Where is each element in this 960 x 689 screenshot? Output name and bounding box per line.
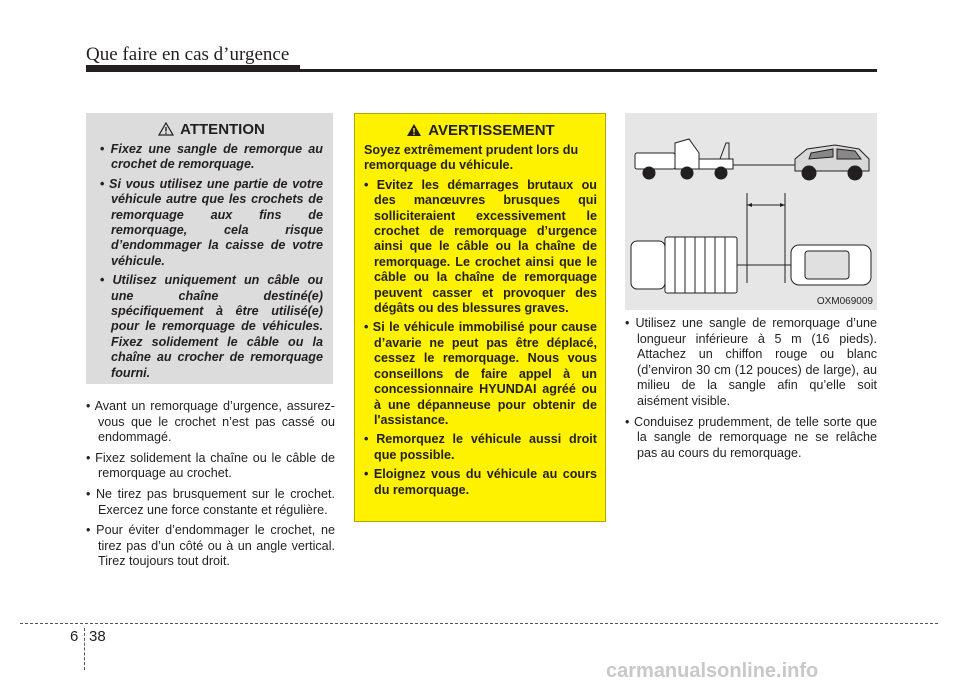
- warning-title-text: AVERTISSEMENT: [428, 122, 555, 139]
- list-item: • Pour éviter d’endommager le crochet, ne tirez pas d’un côté ou à un angle vertical. Tirez toujours tout droit.: [86, 523, 335, 570]
- header-rule: [86, 69, 877, 72]
- footer-divider: [84, 628, 85, 670]
- tow-truck-side: [635, 139, 733, 179]
- page-header-title: Que faire en cas d’urgence: [86, 44, 290, 65]
- page-number: 38: [89, 628, 106, 645]
- tow-truck-top: [631, 237, 737, 293]
- suv-side: [795, 145, 869, 180]
- attention-title-text: ATTENTION: [180, 121, 265, 138]
- chapter-number: 6: [70, 628, 79, 645]
- towing-diagram: [625, 113, 877, 310]
- warning-title: [364, 122, 597, 139]
- towing-illustration: [625, 113, 877, 310]
- warning-intro: Soyez extrêmement prudent lors du remorquage du véhicule.: [364, 143, 579, 173]
- attention-item: • Fixez une sangle de remorque au crochet de remorquage.: [100, 142, 323, 173]
- warning-triangle-icon: [158, 122, 174, 136]
- list-item: • Conduisez prudemment, de telle sorte que la sangle de remorquage ne se relâche pas au cours du remorquage.: [625, 415, 877, 462]
- warning-item: • Evitez les démarrages brutaux ou des manœuvres brusques qui solliciteraient excessivement le crochet de remorquage d’urgence ainsi que le câble ou la chaîne de remorquage. Le crochet ainsi que le câble ou la chaîne de remorquage peuvent casser et provoquer des dégâts ou des blessures graves.: [364, 178, 597, 317]
- warning-item: • Si le véhicule immobilisé pour cause d’avarie ne peut pas être déplacé, cessez le remorquage. Nous vous conseillons de faire appel à un concessionnaire HYUNDAI agréé ou à une dépanneuse pour obtenir de l'assistance.: [364, 320, 597, 428]
- column1-list: [86, 399, 335, 575]
- warning-item: • Remorquez le véhicule aussi droit que possible.: [364, 432, 597, 463]
- list-item: • Fixez solidement la chaîne ou le câble de remorquage au crochet.: [86, 451, 335, 482]
- list-item: • Avant un remorquage d’urgence, assurez-vous que le crochet n’est pas cassé ou endommagé.: [86, 399, 335, 446]
- figure-caption: OXM069009: [816, 296, 873, 307]
- warning-box: [354, 113, 606, 522]
- watermark: carmanualsonline.info: [606, 660, 819, 682]
- list-item: • Ne tirez pas brusquement sur le crochet. Exercez une force constante et régulière.: [86, 487, 335, 518]
- attention-item: • Si vous utilisez une partie de votre véhicule autre que les crochets de remorquage aux fins de remorquage, cela risque d’endommager la caisse de votre véhicule.: [100, 177, 323, 269]
- list-item: • Utilisez une sangle de remorquage d’une longueur inférieure à 5 m (16 pieds). Attachez un chiffon rouge ou blanc (d’environ 30 cm (12 pouces) de large), au milieu de la sangle afin qu’elle soit aisément visible.: [625, 316, 877, 410]
- column3-list: [625, 316, 877, 466]
- suv-top: [791, 245, 871, 285]
- warning-triangle-icon: [406, 123, 422, 137]
- attention-box: [86, 113, 333, 384]
- attention-title: [100, 121, 323, 138]
- warning-item: • Eloignez vous du véhicule au cours du remorquage.: [364, 467, 597, 498]
- attention-list: [100, 142, 323, 381]
- warning-list: [364, 178, 597, 498]
- footer-rule: [20, 623, 938, 624]
- attention-item: • Utilisez uniquement un câble ou une chaîne destiné(e) spécifiquement à être utilisé(e) pour le remorquage de véhicules. Fixez solidement le câble ou la chaîne au crocher de remorquage fourni.: [100, 273, 323, 381]
